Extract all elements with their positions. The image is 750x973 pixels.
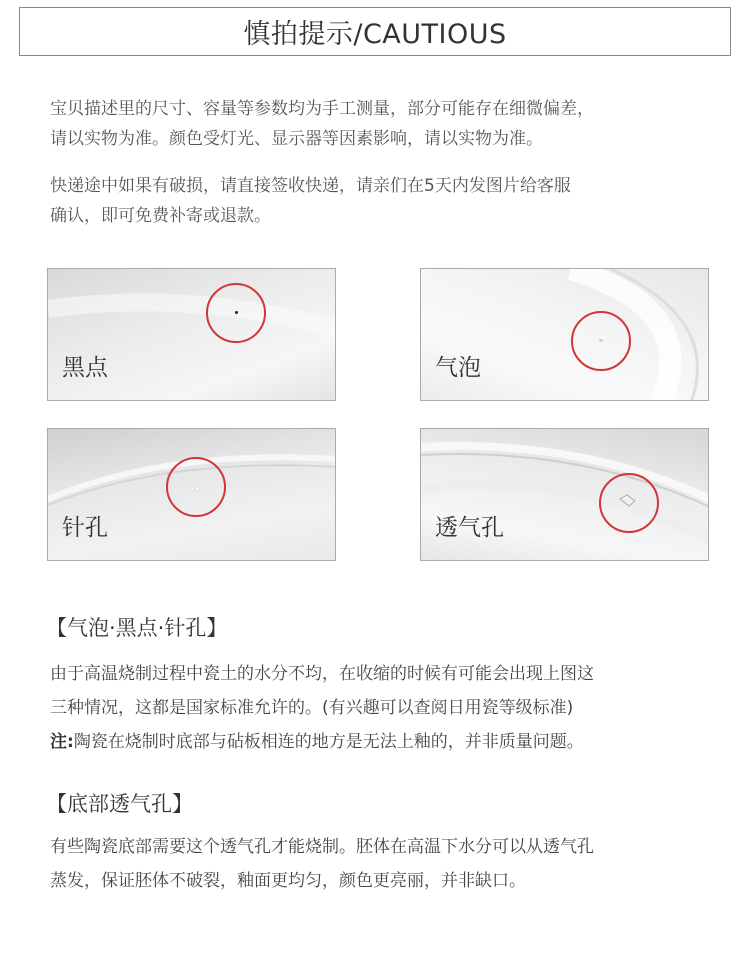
photo-pinhole — [47, 428, 336, 561]
body-line: 由于高温烧制过程中瓷土的水分不均，在收缩的时候有可能会出现上图这 — [50, 664, 594, 684]
intro-paragraph-2 — [50, 171, 720, 231]
black-spot-mark — [235, 311, 238, 314]
intro-line: 请以实物为准。颜色受灯光、显示器等因素影响，请以实物为准。 — [50, 129, 543, 149]
photo-label: 黑点 — [62, 355, 108, 381]
intro-line: 快递途中如果有破损，请直接签收快递，请亲们在5天内发图片给客服 — [50, 176, 571, 196]
photo-vent-hole — [420, 428, 709, 561]
photo-label: 透气孔 — [435, 515, 504, 541]
note-text: 陶瓷在烧制时底部与砧板相连的地方是无法上釉的，并非质量问题。 — [73, 732, 584, 752]
photo-bubble — [420, 268, 709, 401]
pinhole-mark — [196, 487, 199, 490]
intro-line: 确认，即可免费补寄或退款。 — [50, 206, 271, 226]
note-line — [50, 725, 730, 759]
intro-line: 宝贝描述里的尺寸、容量等参数均为手工测量，部分可能存在细微偏差， — [50, 99, 594, 119]
body-line: 三种情况，这都是国家标准允许的。(有兴趣可以查阅日用瓷等级标准) — [50, 698, 574, 718]
section-heading: 【气泡·黑点·针孔】 — [46, 616, 228, 640]
section-heading: 【底部透气孔】 — [46, 792, 193, 816]
photo-label: 气泡 — [435, 355, 481, 381]
vent-hole-mark — [617, 491, 641, 511]
body-line: 有些陶瓷底部需要这个透气孔才能烧制。胚体在高温下水分可以从透气孔 — [50, 837, 594, 857]
intro-paragraph-1 — [50, 94, 720, 154]
photo-black-spot — [47, 268, 336, 401]
body-line: 蒸发，保证胚体不破裂，釉面更均匀，颜色更亮丽，并非缺口。 — [50, 871, 526, 891]
note-label: 注: — [50, 732, 74, 752]
section-body — [50, 830, 730, 898]
bubble-mark — [599, 339, 603, 342]
photo-label: 针孔 — [62, 515, 108, 541]
page-title: 慎拍提示/CAUTIOUS — [243, 19, 507, 50]
title-box — [19, 7, 731, 56]
section-body — [50, 657, 730, 759]
